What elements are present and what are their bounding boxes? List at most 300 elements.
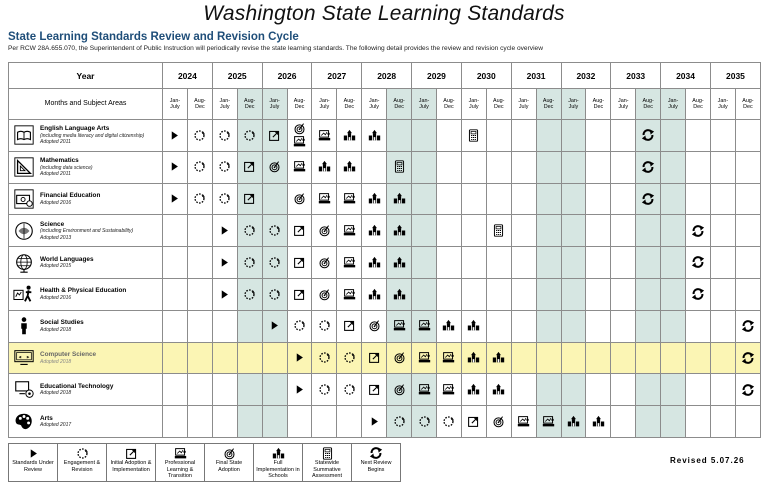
empty-cell <box>163 342 188 374</box>
half-header-2025-jan-july: Jan- July <box>212 89 237 120</box>
year-header-2025: 2025 <box>212 63 262 89</box>
legend-item-pl <box>156 444 205 482</box>
empty-cell <box>212 374 237 406</box>
target-icon <box>287 183 312 215</box>
legend-item-engage <box>58 444 107 482</box>
dotted-circle-icon <box>212 183 237 215</box>
play-icon <box>163 183 188 215</box>
empty-cell <box>362 151 387 183</box>
empty-cell <box>686 406 711 438</box>
empty-cell <box>636 215 661 247</box>
year-header-2026: 2026 <box>262 63 312 89</box>
empty-cell <box>187 247 212 279</box>
subject-cell <box>9 215 163 247</box>
school-icon <box>436 310 461 342</box>
empty-cell <box>561 374 586 406</box>
empty-cell <box>511 374 536 406</box>
legend-label: Statewide Summative Assessment <box>312 460 342 480</box>
empty-cell <box>511 215 536 247</box>
empty-cell <box>611 406 636 438</box>
empty-cell <box>412 278 437 310</box>
empty-cell <box>735 120 760 152</box>
arrow-box-icon <box>362 342 387 374</box>
empty-cell <box>611 310 636 342</box>
empty-cell <box>636 406 661 438</box>
half-header-2035-jan-july: Jan- July <box>710 89 735 120</box>
play-icon <box>212 215 237 247</box>
empty-cell <box>710 183 735 215</box>
dotted-circle-icon <box>287 310 312 342</box>
empty-cell <box>486 120 511 152</box>
school-icon <box>486 342 511 374</box>
empty-cell <box>187 278 212 310</box>
cycle-arrows-icon <box>353 446 399 460</box>
empty-cell <box>486 183 511 215</box>
empty-cell <box>312 406 337 438</box>
half-header-2029-jan-july: Jan- July <box>412 89 437 120</box>
empty-cell <box>661 151 686 183</box>
arrow-box-icon <box>237 151 262 183</box>
empty-cell <box>661 342 686 374</box>
empty-cell <box>561 183 586 215</box>
empty-cell <box>636 342 661 374</box>
legend-item-full <box>254 444 303 482</box>
half-header-2028-jan-july: Jan- July <box>362 89 387 120</box>
document-title: Washington State Learning Standards <box>203 2 565 25</box>
money-icon <box>13 188 35 210</box>
empty-cell <box>636 310 661 342</box>
subject-row-social-studies <box>9 310 761 342</box>
empty-cell <box>287 406 312 438</box>
palette-icon <box>13 411 35 433</box>
dotted-circle-icon <box>312 374 337 406</box>
empty-cell <box>735 278 760 310</box>
legend-item-initial <box>107 444 156 482</box>
empty-cell <box>735 215 760 247</box>
empty-cell <box>636 247 661 279</box>
half-header-2027-jan-july: Jan- July <box>312 89 337 120</box>
empty-cell <box>187 310 212 342</box>
empty-cell <box>586 342 611 374</box>
empty-cell <box>686 342 711 374</box>
dotted-circle-icon <box>387 406 412 438</box>
play-icon <box>163 151 188 183</box>
empty-cell <box>412 151 437 183</box>
cycle-arrows-icon <box>686 215 711 247</box>
subject-adopted: Adopted 2018 <box>40 358 72 365</box>
dotted-circle-icon <box>237 215 262 247</box>
half-header-2032-aug-dec: Aug- Dec <box>586 89 611 120</box>
calculator-icon <box>486 215 511 247</box>
cycle-arrows-icon <box>636 120 661 152</box>
empty-cell <box>586 247 611 279</box>
person-icon <box>13 315 35 337</box>
school-icon <box>362 215 387 247</box>
empty-cell <box>387 120 412 152</box>
empty-cell <box>511 183 536 215</box>
play-icon <box>212 278 237 310</box>
presentation-icon <box>337 278 362 310</box>
empty-cell <box>710 120 735 152</box>
arrow-box-icon <box>287 247 312 279</box>
dotted-circle-icon <box>237 278 262 310</box>
half-header-2030-aug-dec: Aug- Dec <box>486 89 511 120</box>
empty-cell <box>536 310 561 342</box>
empty-cell <box>237 374 262 406</box>
school-icon <box>362 247 387 279</box>
cycle-arrows-icon <box>686 278 711 310</box>
target-icon <box>387 374 412 406</box>
dotted-circle-icon <box>262 215 287 247</box>
empty-cell <box>686 183 711 215</box>
empty-cell <box>212 342 237 374</box>
half-header-2033-aug-dec: Aug- Dec <box>636 89 661 120</box>
section-title: State Learning Standards Review and Revision Cycle <box>8 31 299 43</box>
empty-cell <box>486 151 511 183</box>
play-icon <box>287 374 312 406</box>
empty-cell <box>636 374 661 406</box>
year-header-2033: 2033 <box>611 63 661 89</box>
empty-cell <box>163 278 188 310</box>
empty-cell <box>163 247 188 279</box>
play-icon <box>262 310 287 342</box>
empty-cell <box>163 215 188 247</box>
subject-subtitle: (including media literacy and digital citizenship) <box>40 132 145 139</box>
empty-cell <box>511 278 536 310</box>
cycle-arrows-icon <box>636 183 661 215</box>
arrow-box-icon <box>287 215 312 247</box>
presentation-icon <box>536 406 561 438</box>
dotted-circle-icon <box>337 374 362 406</box>
empty-cell <box>436 183 461 215</box>
empty-cell <box>436 247 461 279</box>
school-icon <box>586 406 611 438</box>
subject-name: Mathematics <box>40 157 79 165</box>
empty-cell <box>735 247 760 279</box>
target-icon <box>262 151 287 183</box>
year-header-2034: 2034 <box>661 63 711 89</box>
year-header-2030: 2030 <box>461 63 511 89</box>
legend-label: Professional Learning & Transition <box>164 460 196 480</box>
half-header-2024-jan-july: Jan- July <box>163 89 188 120</box>
arrow-box-icon <box>108 446 154 460</box>
arrow-box-icon <box>237 183 262 215</box>
empty-cell <box>486 278 511 310</box>
empty-cell <box>710 278 735 310</box>
subject-subtitle: (including Environment and Sustainability) <box>40 228 134 235</box>
half-header-2030-jan-july: Jan- July <box>461 89 486 120</box>
empty-cell <box>561 151 586 183</box>
subject-subtitle: (including data science) <box>40 164 93 171</box>
empty-cell <box>710 215 735 247</box>
empty-cell <box>163 310 188 342</box>
empty-cell <box>611 215 636 247</box>
play-icon <box>212 247 237 279</box>
subject-adopted: Adopted 2018 <box>40 326 72 333</box>
empty-cell <box>163 406 188 438</box>
cycle-arrows-icon <box>636 151 661 183</box>
subject-row-english-language-arts <box>9 120 761 152</box>
subject-adopted: Adopted 2011 <box>40 171 71 178</box>
empty-cell <box>686 310 711 342</box>
subject-cell <box>9 374 163 406</box>
subject-row-science <box>9 215 761 247</box>
empty-cell <box>611 278 636 310</box>
target-icon <box>486 406 511 438</box>
school-icon <box>461 342 486 374</box>
year-header-2028: 2028 <box>362 63 412 89</box>
empty-cell <box>611 151 636 183</box>
year-header-2027: 2027 <box>312 63 362 89</box>
subject-row-arts <box>9 406 761 438</box>
empty-cell <box>212 310 237 342</box>
subject-name: Educational Technology <box>40 382 114 390</box>
school-icon <box>362 183 387 215</box>
empty-cell <box>511 151 536 183</box>
book-icon <box>13 124 35 146</box>
empty-cell <box>661 183 686 215</box>
subject-row-educational-technology <box>9 374 761 406</box>
empty-cell <box>536 342 561 374</box>
calculator-icon <box>387 151 412 183</box>
legend-table <box>8 443 401 482</box>
presentation-icon <box>337 215 362 247</box>
year-header-2031: 2031 <box>511 63 561 89</box>
presentation-icon <box>387 310 412 342</box>
empty-cell <box>536 183 561 215</box>
empty-cell <box>561 342 586 374</box>
half-header-2034-aug-dec: Aug- Dec <box>686 89 711 120</box>
half-header-2026-aug-dec: Aug- Dec <box>287 89 312 120</box>
year-header-2035: 2035 <box>710 63 760 89</box>
legend-item-final <box>205 444 254 482</box>
empty-cell <box>187 406 212 438</box>
presentation-icon <box>436 374 461 406</box>
half-header-2031-aug-dec: Aug- Dec <box>536 89 561 120</box>
legend-label: Full Implementation in Schools <box>256 460 300 480</box>
school-icon <box>312 151 337 183</box>
subject-cell <box>9 342 163 374</box>
legend-label: Final State Adoption <box>215 460 243 473</box>
empty-cell <box>586 310 611 342</box>
empty-cell <box>486 310 511 342</box>
presentation-icon <box>337 247 362 279</box>
subject-cell <box>9 183 163 215</box>
half-header-2033-jan-july: Jan- July <box>611 89 636 120</box>
arrow-box-icon <box>287 278 312 310</box>
empty-cell <box>536 247 561 279</box>
subject-row-world-languages <box>9 247 761 279</box>
subject-adopted: Adopted 2011 <box>40 139 71 146</box>
empty-cell <box>412 215 437 247</box>
empty-cell <box>536 374 561 406</box>
empty-cell <box>710 342 735 374</box>
edtech-icon <box>13 379 35 401</box>
empty-cell <box>461 215 486 247</box>
empty-cell <box>561 310 586 342</box>
subject-adopted: Adopted 2017 <box>40 422 72 429</box>
empty-cell <box>436 151 461 183</box>
subject-adopted: Adopted 2016 <box>40 199 72 206</box>
subject-name: Health & Physical Education <box>40 287 127 295</box>
empty-cell <box>561 278 586 310</box>
empty-cell <box>561 215 586 247</box>
empty-cell <box>262 406 287 438</box>
empty-cell <box>511 247 536 279</box>
school-icon <box>461 310 486 342</box>
empty-cell <box>486 247 511 279</box>
presentation-icon <box>436 342 461 374</box>
empty-cell <box>686 120 711 152</box>
empty-cell <box>611 120 636 152</box>
legend-label: Standards Under Review <box>12 460 54 473</box>
presentation-icon <box>412 374 437 406</box>
half-header-2032-jan-july: Jan- July <box>561 89 586 120</box>
dotted-circle-icon <box>187 183 212 215</box>
presentation-icon <box>312 183 337 215</box>
subject-name: Computer Science <box>40 351 97 358</box>
empty-cell <box>536 151 561 183</box>
presentation-icon <box>157 446 203 460</box>
empty-cell <box>212 406 237 438</box>
empty-cell <box>661 120 686 152</box>
empty-cell <box>611 374 636 406</box>
empty-cell <box>187 342 212 374</box>
presentation-icon <box>312 120 337 152</box>
empty-cell <box>412 183 437 215</box>
empty-cell <box>710 151 735 183</box>
dotted-circle-icon <box>412 406 437 438</box>
empty-cell <box>661 310 686 342</box>
school-icon <box>362 120 387 152</box>
dotted-circle-icon <box>237 247 262 279</box>
empty-cell <box>561 247 586 279</box>
school-icon <box>387 247 412 279</box>
subject-name: Science <box>40 220 65 228</box>
empty-cell <box>586 120 611 152</box>
subject-cell <box>9 310 163 342</box>
subject-adopted: Adopted 2013 <box>40 234 72 241</box>
school-icon <box>461 374 486 406</box>
arrow-box-icon <box>262 120 287 152</box>
empty-cell <box>511 120 536 152</box>
dotted-circle-icon <box>262 247 287 279</box>
play-icon <box>163 120 188 152</box>
subject-adopted: Adopted 2018 <box>40 390 72 397</box>
subject-cell <box>9 247 163 279</box>
school-icon <box>255 446 301 460</box>
health-pe-icon <box>13 283 35 305</box>
empty-cell <box>586 151 611 183</box>
calculator-icon <box>461 120 486 152</box>
dotted-circle-icon <box>237 120 262 152</box>
months-subjects-label: Months and Subject Areas <box>9 89 163 120</box>
target-icon <box>312 247 337 279</box>
subject-row-health-physical-education <box>9 278 761 310</box>
empty-cell <box>611 342 636 374</box>
target-icon <box>206 446 252 460</box>
empty-cell <box>661 374 686 406</box>
empty-cell <box>436 278 461 310</box>
empty-cell <box>611 247 636 279</box>
dotted-circle-icon <box>312 342 337 374</box>
empty-cell <box>710 406 735 438</box>
year-header-2032: 2032 <box>561 63 611 89</box>
subject-cell <box>9 278 163 310</box>
dotted-circle-icon <box>436 406 461 438</box>
empty-cell <box>710 310 735 342</box>
subject-row-mathematics <box>9 151 761 183</box>
empty-cell <box>636 278 661 310</box>
empty-cell <box>237 406 262 438</box>
empty-cell <box>735 183 760 215</box>
empty-cell <box>461 183 486 215</box>
empty-cell <box>412 120 437 152</box>
empty-cell <box>237 342 262 374</box>
computer-icon <box>13 347 35 369</box>
empty-cell <box>436 120 461 152</box>
subject-adopted: Adopted 2016 <box>40 295 72 302</box>
dotted-circle-icon <box>212 151 237 183</box>
school-icon <box>486 374 511 406</box>
empty-cell <box>262 374 287 406</box>
cycle-arrows-icon <box>735 310 760 342</box>
globe-leaf-icon <box>13 220 35 242</box>
dotted-circle-icon <box>59 446 105 460</box>
cycle-arrows-icon <box>735 342 760 374</box>
half-header-2031-jan-july: Jan- July <box>511 89 536 120</box>
legend-item-summative <box>303 444 352 482</box>
school-icon <box>362 278 387 310</box>
dotted-circle-icon <box>262 278 287 310</box>
subject-name: Financial Education <box>40 192 101 200</box>
ruler-triangle-icon <box>13 156 35 178</box>
dotted-circle-icon <box>212 120 237 152</box>
empty-cell <box>187 374 212 406</box>
half-header-2025-aug-dec: Aug- Dec <box>237 89 262 120</box>
presentation-icon <box>511 406 536 438</box>
presentation-icon <box>412 310 437 342</box>
empty-cell <box>661 406 686 438</box>
empty-cell <box>436 215 461 247</box>
legend-item-review <box>9 444 58 482</box>
revised-date: Revised 5.07.26 <box>670 456 745 465</box>
play-icon <box>10 446 56 460</box>
legend-label: Engagement & Revision <box>63 460 101 473</box>
year-header-label: Year <box>9 63 163 89</box>
half-header-2035-aug-dec: Aug- Dec <box>735 89 760 120</box>
arrow-box-icon <box>362 374 387 406</box>
empty-cell <box>163 374 188 406</box>
legend-label: Initial Adoption & Implementation <box>110 460 152 473</box>
empty-cell <box>735 406 760 438</box>
target-icon <box>387 342 412 374</box>
target-icon <box>312 215 337 247</box>
empty-cell <box>586 278 611 310</box>
arrow-box-icon <box>337 310 362 342</box>
empty-cell <box>461 151 486 183</box>
target-icon presentation-icon <box>287 120 312 152</box>
empty-cell <box>262 183 287 215</box>
presentation-icon <box>337 183 362 215</box>
empty-cell <box>511 310 536 342</box>
half-header-2034-jan-july: Jan- July <box>661 89 686 120</box>
half-header-2026-jan-july: Jan- July <box>262 89 287 120</box>
empty-cell <box>710 374 735 406</box>
cycle-arrows-icon <box>686 247 711 279</box>
half-header-2029-aug-dec: Aug- Dec <box>436 89 461 120</box>
calculator-icon <box>304 446 350 460</box>
